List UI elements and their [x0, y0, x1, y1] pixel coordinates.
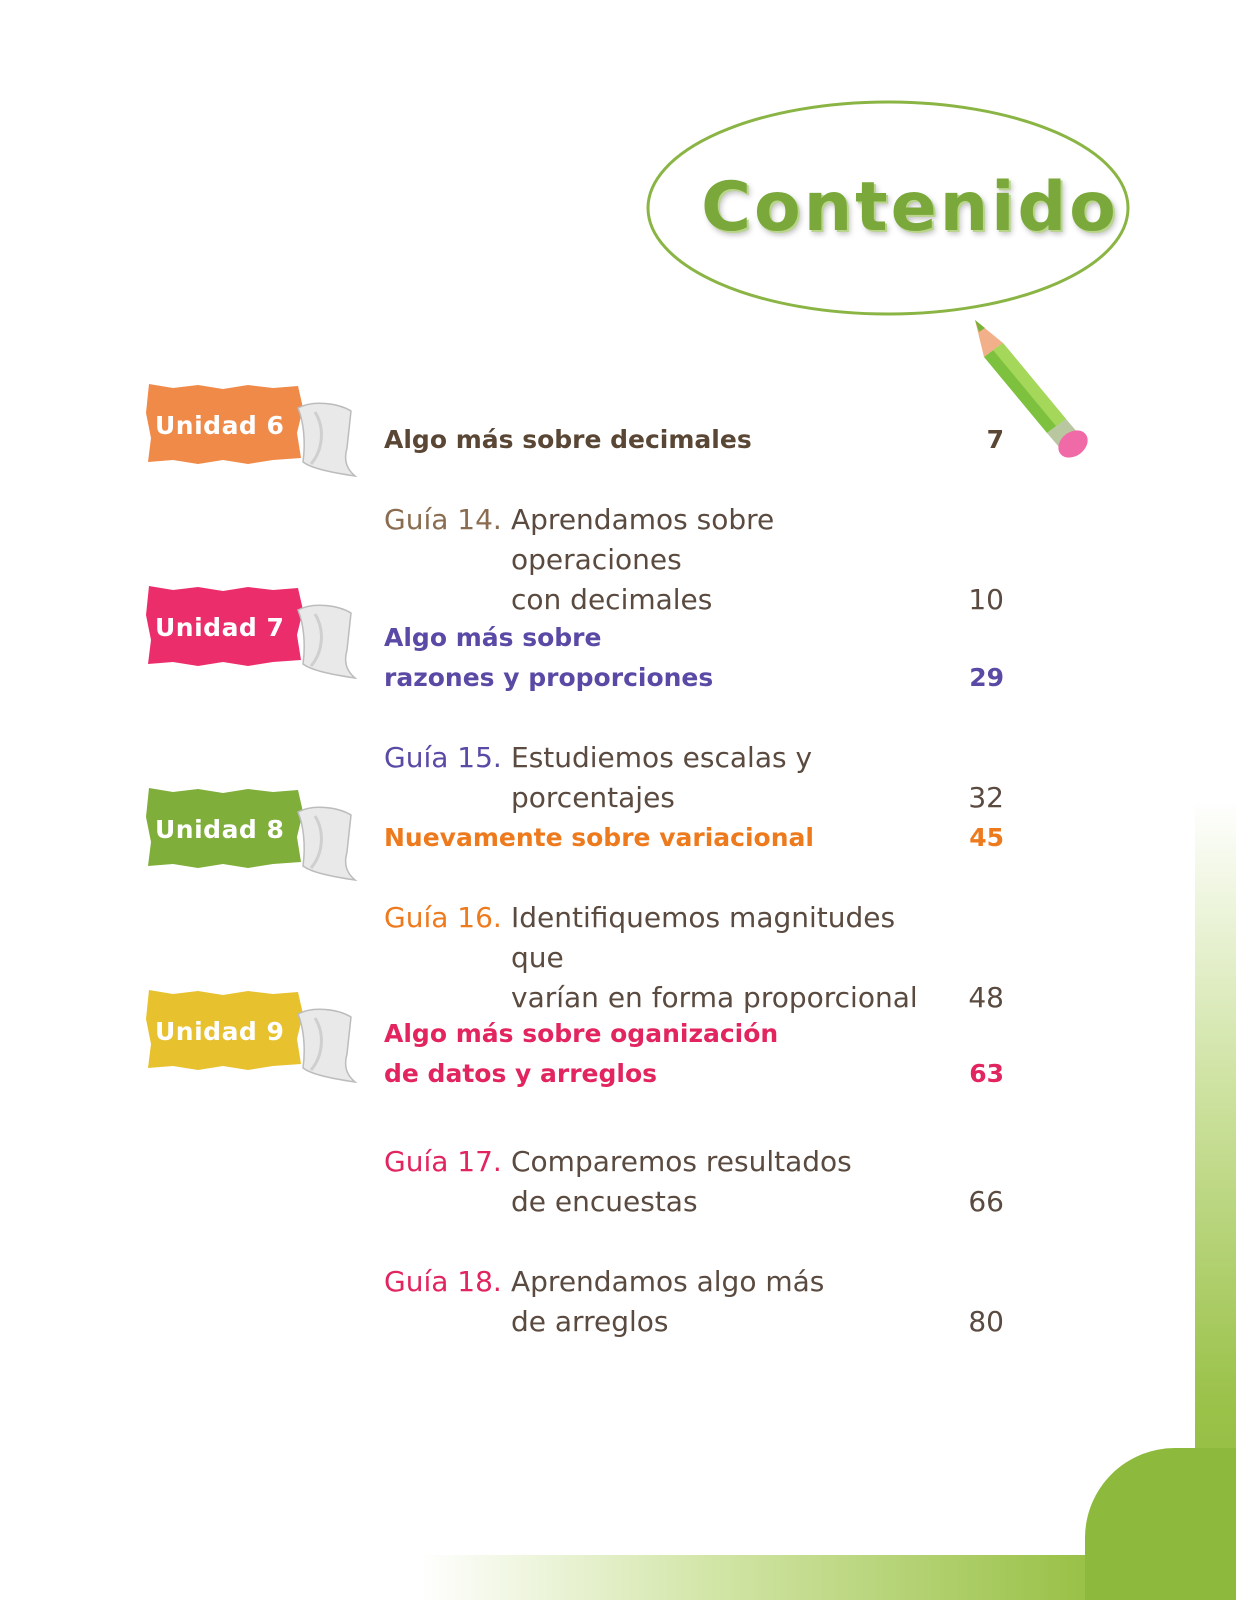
- guide-title-line: Comparemos resultados: [511, 1145, 852, 1178]
- page-number: 45: [969, 823, 1004, 852]
- guide-number: Guía 18.: [384, 1265, 502, 1298]
- unit-label: Unidad 9: [155, 1017, 285, 1046]
- page-number: 63: [969, 1059, 1004, 1088]
- page-number: 48: [968, 981, 1004, 1014]
- guide-number: Guía 17.: [384, 1145, 502, 1178]
- toc-entry-guide-18[interactable]: [384, 1262, 1004, 1342]
- page-number: 29: [969, 663, 1004, 692]
- unit-tab-7: [143, 580, 363, 680]
- page-number: 66: [968, 1185, 1004, 1218]
- toc-entry-guide-17[interactable]: [384, 1142, 1004, 1222]
- guide-number: Guía 16.: [384, 901, 502, 934]
- unit-tab-6: [143, 378, 363, 478]
- unit-label: Unidad 7: [155, 613, 285, 642]
- guide-title-line: de arreglos: [511, 1305, 669, 1338]
- unit-tab-8: [143, 782, 363, 882]
- page-number: 10: [968, 583, 1004, 616]
- toc-entry-unit-8[interactable]: [384, 818, 1004, 858]
- guide-title-line: Identifiquemos magnitudes que: [511, 901, 896, 974]
- unit-title-line: Nuevamente sobre variacional: [384, 823, 814, 852]
- guide-title-line: Aprendamos algo más: [511, 1265, 825, 1298]
- unit-title-line: de datos y arreglos: [384, 1059, 658, 1088]
- unit-tab-9: [143, 984, 363, 1084]
- page-number: 80: [968, 1305, 1004, 1338]
- guide-title-line: Aprendamos sobre operaciones: [511, 503, 775, 576]
- guide-number: Guía 15.: [384, 741, 502, 774]
- page-number: 32: [968, 781, 1004, 814]
- toc-entry-unit-9[interactable]: [384, 1014, 1004, 1094]
- page-number: 7: [986, 425, 1004, 454]
- unit-title-line: Algo más sobre oganización: [384, 1019, 779, 1048]
- unit-title-line: razones y proporciones: [384, 663, 714, 692]
- guide-title-line: varían en forma proporcional: [511, 981, 918, 1014]
- unit-title-line: Algo más sobre: [384, 623, 602, 652]
- unit-title-line: Algo más sobre decimales: [384, 425, 752, 454]
- toc-entry-unit-6[interactable]: [384, 420, 1004, 460]
- toc-entry-unit-7[interactable]: [384, 618, 1004, 698]
- toc-entry-guide-16[interactable]: [384, 898, 1004, 1018]
- unit-label: Unidad 6: [155, 411, 285, 440]
- unit-label: Unidad 8: [155, 815, 285, 844]
- toc-entry-guide-14[interactable]: [384, 500, 1004, 620]
- guide-number: Guía 14.: [384, 503, 502, 536]
- page-title: Contenido: [701, 168, 1119, 247]
- guide-title-line: con decimales: [511, 583, 713, 616]
- green-corner-shape: [1085, 1448, 1236, 1600]
- toc-entry-guide-15[interactable]: [384, 738, 1004, 818]
- guide-title-line: Estudiemos escalas y porcentajes: [511, 741, 813, 814]
- guide-title-line: de encuestas: [511, 1185, 698, 1218]
